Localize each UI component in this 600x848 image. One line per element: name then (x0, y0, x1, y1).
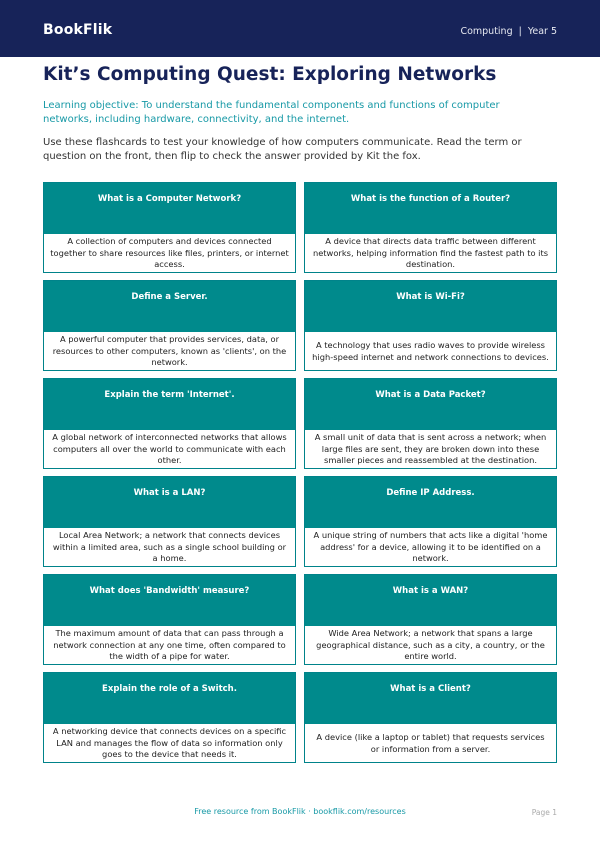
year-label: Year 5 (527, 26, 557, 37)
flashcard-grid (43, 182, 557, 763)
flashcard-question: What is a Client? (305, 673, 556, 724)
meta-separator: | (518, 26, 522, 37)
flashcard[interactable] (43, 378, 296, 469)
flashcard-answer: A device (like a laptop or tablet) that requests services or information from a server. (316, 732, 545, 754)
flashcard-answer: A networking device that connects devices on a specific LAN and manages the flow of data so information only goes to the device that needs it. (52, 726, 287, 760)
footer-link[interactable]: Free resource from BookFlik · bookflik.com/resources (194, 807, 406, 816)
flashcard[interactable] (304, 672, 557, 763)
brand-logo[interactable]: BookFlik (43, 22, 113, 38)
flashcard-question: Define IP Address. (305, 477, 556, 528)
flashcard-answer: Local Area Network; a network that connects devices within a limited area, such as a single school building or a home. (52, 530, 287, 564)
flashcard-answer: The maximum amount of data that can pass through a network connection at any one time, often compared to the width of a pipe for water. (53, 628, 286, 662)
flashcard-question: What is a LAN? (44, 477, 295, 528)
flashcard[interactable] (304, 280, 557, 371)
flashcard-answer: Wide Area Network; a network that spans a large geographical distance, such as a city, a country, or the entire world. (316, 628, 545, 662)
page-number: Page 1 (531, 808, 557, 817)
flashcard-answer: A global network of interconnected networks that allows computers all over the world to communicate with each other. (52, 432, 287, 466)
flashcard-answer: A powerful computer that provides services, data, or resources to other computers, known as 'clients', on the network. (52, 334, 287, 368)
flashcard-answer: A technology that uses radio waves to provide wireless high-speed internet and network connections to devices. (312, 340, 549, 362)
flashcard[interactable] (43, 476, 296, 567)
flashcard[interactable] (43, 280, 296, 371)
page-title: Kit’s Computing Quest: Exploring Networks (43, 64, 497, 85)
flashcard[interactable] (43, 672, 296, 763)
header-bar (0, 0, 600, 57)
learning-objective: Learning objective: To understand the fundamental components and functions of computer networks, including hardware, connectivity, and the internet. (43, 100, 500, 125)
flashcard[interactable] (43, 182, 296, 273)
subject-label: Computing (460, 26, 513, 37)
flashcard[interactable] (304, 378, 557, 469)
flashcard[interactable] (304, 182, 557, 273)
flashcard-answer: A device that directs data traffic between different networks, helping information find the fastest path to its destination. (312, 236, 549, 270)
flashcard-answer: A small unit of data that is sent across a network; when large files are sent, they are broken down into these smaller pieces and reassembled at the destination. (314, 432, 547, 466)
flashcard[interactable] (304, 476, 557, 567)
intro-text: Use these flashcards to test your knowledge of how computers communicate. Read the term or question on the front, then flip to check the answer provided by Kit the fox. (43, 137, 522, 162)
flashcard-question: Define a Server. (44, 281, 295, 332)
flashcard-question: What is a WAN? (305, 575, 556, 626)
flashcard-question: What is a Computer Network? (44, 183, 295, 234)
flashcard-question: What is a Data Packet? (305, 379, 556, 430)
flashcard-question: Explain the role of a Switch. (44, 673, 295, 724)
flashcard-question: Explain the term 'Internet'. (44, 379, 295, 430)
flashcard[interactable] (43, 574, 296, 665)
flashcard-answer: A collection of computers and devices connected together to share resources like files, printers, or internet access. (50, 236, 289, 270)
flashcard-question: What is the function of a Router? (305, 183, 556, 234)
flashcard-answer: A unique string of numbers that acts like a digital 'home address' for a device, allowing it to be identified on a network. (313, 530, 548, 564)
flashcard-question: What is Wi-Fi? (305, 281, 556, 332)
flashcard-question: What does 'Bandwidth' measure? (44, 575, 295, 626)
header-meta (460, 26, 557, 37)
flashcard[interactable] (304, 574, 557, 665)
